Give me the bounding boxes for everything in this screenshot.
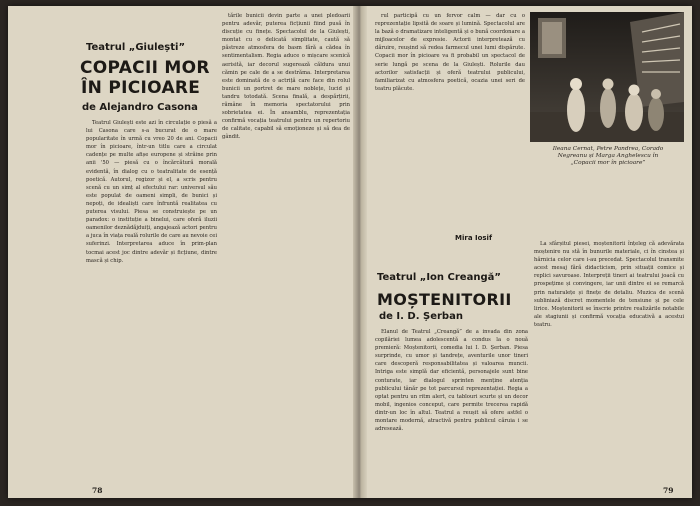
left-byline: de Alejandro Casona	[82, 102, 198, 113]
left-title-line1: COPACII MOR	[80, 58, 210, 78]
right-article-continuation: rul participă cu un fervor calm — dar cu o reprezentație lipsită de soare și lumină. Spectacolul are la bază o dramatizare inteligentă și o bună coordonare a mijloacelor de expresie. Actorii interpretează cu dăruire, reușind să redea farmecul unei lumi dispărute. Copacii mor în picioare va fi probabil un spectacol de serie lungă pe scena de la Giulești. Rolurile dau actorilor satisfacții și oferă teatrului publicului, familiarizat cu atmosfera poetică, ocazia unei seri de teatru plăcute.	[375, 13, 525, 92]
right-kicker: Teatrul „Ion Creangă”	[377, 272, 501, 283]
left-page	[8, 6, 353, 498]
left-title-line2: ÎN PICIOARE	[81, 78, 201, 98]
stage-photo-image	[530, 12, 684, 142]
photo-caption-line1: Ileana Cernat, Petre Pandrea, Corado	[552, 146, 664, 152]
magazine-spread	[8, 6, 692, 498]
photo-caption	[533, 146, 683, 168]
right-signature: Mira Iosif	[455, 234, 493, 242]
right-article-column-2: La sfârșitul piesei, moștenitorii înțeleg că adevărata moștenire nu stă în bunurile materiale, ci în cinstea și hărnicia celor care i-au precedat. Spectacolul transmite acest mesaj fără didacticism, prin situații comice și replici savuroase. Interpreții tineri ai teatrului joacă cu prospețime și convingere, iar unii dintre ei se remarcă prin naturalețe și finețe de detaliu. Muzica de scenă subliniază discret momentele de tensiune și pe cele lirice. Moștenitorii se înscrie printre realizările notabile ale stagiunii și confirmă vocația educativă a acestui teatru.	[534, 241, 684, 328]
right-page	[367, 6, 692, 498]
left-article-column-2: tările bunicii devin parte a unei pledoarii pentru adevăr, puterea ficțiunii fiind pusă în discuție cu finețe. Spectacolul de la Giulești, montat cu o delicată simplitate, caută să păstreze atmosfera de basm fără a cădea în sentimentalism. Regia aduce o mișcare scenică aerisită, iar decorul sugerează căldura unui cămin pe cale de a se destrăma. Interpretarea este dominată de o actriță care face din rolul bunicii un portret de mare noblețe, lucid și tandru totodată. Scena finală, a despărțirii, rămâne în memoria spectatorului prin sobrietatea ei. În ansamblu, reprezentația confirmă vocația teatrului pentru un repertoriu de calitate, capabil să emoționeze și să dea de gândit.	[222, 13, 350, 141]
page-number-right: 79	[663, 486, 674, 495]
left-article-column-1: Teatrul Giulești este azi în circulație o piesă a lui Casona care s-a bucurat de o mare popularitate în urmă cu vreo 20 de ani. Copacii mor în picioare, într-un titlu care a circulat cadențe pe multe afișe europene și străine prin anii '50 — piesă cu o încărcătură morală evidentă, în dialog cu o teatralitate de esență poetică. Autorul, regizor și el, a scris pentru scenă cu un simț al efectului rar: universul său este populat de oameni simpli, de bunici și nepoți, de idealiști care înfruntă realitatea cu puterea visului. Piesa se construiește pe un paradox: o instituție a binelui, care oferă iluzii oamenilor deznădăjduiți, angajează actori pentru a juca în viața reală rolurile de care au nevoie cei suferinzi. Interpretarea aduce în prim-plan tocmai acest joc dintre adevăr și ficțiune, dintre mască și chip.	[86, 120, 217, 264]
right-byline: de I. D. Șerban	[379, 311, 463, 322]
left-kicker: Teatrul „Giulești”	[86, 42, 186, 53]
right-article-column-1: Elanul de Teatrul „Creangă” de a invada din zona copilăriei lumea adolescentă a condus la o nouă premieră: Moștenitorii, comedia lui I. D. Șerban. Piesa surprinde, cu umor și tandrețe, aventurile unor tineri care descoperă responsabilitatea și valoarea muncii. Intriga este simplă dar eficientă, personajele sunt bine conturate, iar dialogul sprinten menține atenția publicului tânăr pe tot parcursul reprezentației. Regia a optat pentru un ritm alert, cu tablouri scurte și un decor mobil, ingenios conceput, care permite trecerea rapidă dintr-un loc în altul. Teatrul a reușit să ofere astfel o montare modernă, atractivă pentru publicul căruia i se adresează.	[375, 329, 528, 433]
page-number-left: 78	[92, 486, 103, 495]
book-spine	[353, 6, 367, 498]
photo-caption-line3: „Copacii mor în picioare”	[570, 160, 646, 167]
stage-photo	[530, 12, 684, 142]
right-title: MOȘTENITORII	[377, 290, 512, 309]
photo-caption-line2: Negreanu și Marga Anghelescu în	[557, 153, 659, 160]
